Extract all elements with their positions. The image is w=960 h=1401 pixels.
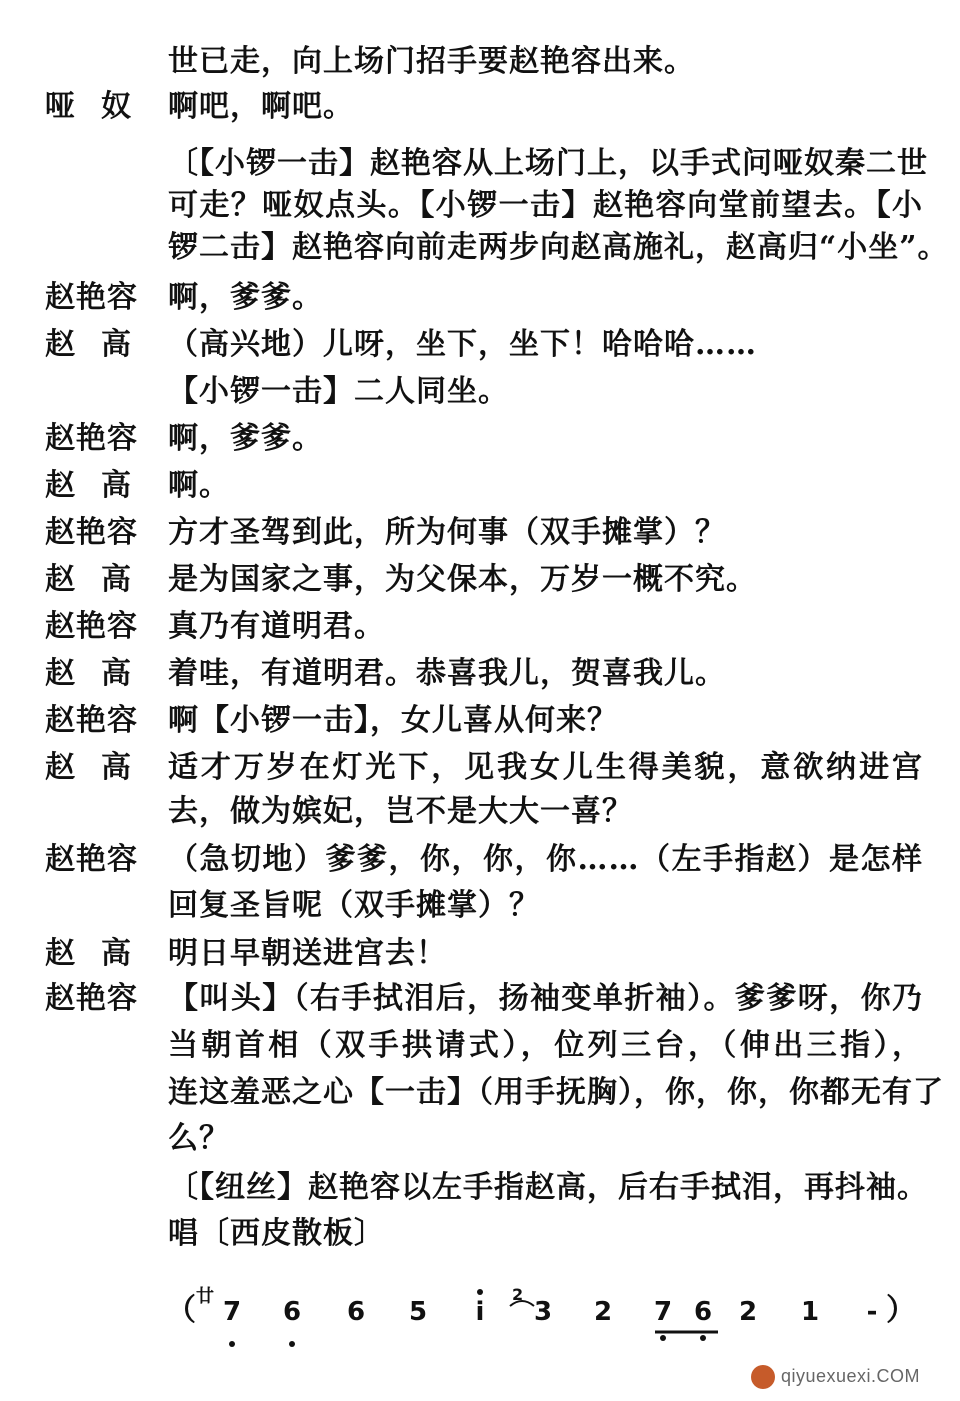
script-line — [0, 699, 960, 743]
line-text: 真乃有道明君。 — [168, 609, 385, 644]
line-text: 【小锣一击】二人同坐。 — [168, 374, 509, 409]
script-line — [0, 884, 960, 928]
speaker-name: 赵高 — [45, 562, 157, 597]
script-line — [0, 838, 960, 882]
jianpu-note: 1 — [800, 1297, 820, 1327]
jianpu-note: 2 — [738, 1297, 758, 1327]
jianpu-note: - — [866, 1297, 878, 1327]
octave-dot-low — [660, 1335, 666, 1341]
script-line — [0, 1071, 960, 1115]
script-line — [0, 40, 960, 84]
line-text: 唱〔西皮散板〕 — [168, 1216, 385, 1251]
script-line — [0, 417, 960, 461]
script-line — [0, 652, 960, 696]
speaker-name: 赵高 — [45, 656, 157, 691]
jianpu-note: 6 — [346, 1297, 366, 1327]
jianpu-notation — [0, 1284, 960, 1354]
stage-direction — [0, 226, 960, 270]
script-line — [0, 85, 960, 129]
jianpu-note: 7 — [653, 1297, 673, 1327]
line-text: 啊吧，啊吧。 — [168, 89, 354, 124]
line-text: 适才万岁在灯光下，见我女儿生得美貌，意欲纳进宫 — [168, 750, 923, 785]
speaker-name: 赵高 — [45, 468, 157, 503]
line-text: （急切地）爹爹，你，你，你……（左手指赵）是怎样 — [168, 842, 923, 877]
line-text: 〔【纽丝】赵艳容以左手指赵高，后右手拭泪，再抖袖。 — [168, 1170, 928, 1205]
line-text: 啊【小锣一击】，女儿喜从何来？ — [168, 703, 618, 738]
octave-dot-low — [229, 1341, 235, 1347]
speaker-name: 赵艳容 — [45, 515, 138, 550]
script-line — [0, 977, 960, 1021]
speaker-name: 赵高 — [45, 327, 157, 362]
line-text: 啊。 — [168, 468, 230, 503]
jianpu-svg — [0, 1284, 960, 1354]
line-text: 方才圣驾到此，所为何事（双手摊掌）？ — [168, 515, 726, 550]
speaker-name: 哑奴 — [45, 89, 157, 124]
line-text: 么？ — [168, 1121, 230, 1156]
script-line — [0, 511, 960, 555]
line-text: （高兴地）儿呀，坐下，坐下！哈哈哈…… — [168, 327, 757, 362]
line-text: 世已走，向上场门招手要赵艳容出来。 — [168, 44, 695, 79]
script-line — [0, 558, 960, 602]
script-line — [0, 1024, 960, 1068]
stage-direction — [0, 370, 960, 414]
script-line — [0, 932, 960, 976]
script-line — [0, 1117, 960, 1161]
script-line — [0, 605, 960, 649]
jianpu-note: 7 — [222, 1297, 242, 1327]
speaker-name: 赵艳容 — [45, 981, 138, 1016]
octave-dot-low — [289, 1341, 295, 1347]
speaker-name: 赵艳容 — [45, 842, 138, 877]
watermark-text: qiyuexuexi.COM — [780, 1366, 920, 1386]
line-text: 锣二击】赵艳容向前走两步向赵高施礼，赵高归“小坐”。 — [168, 230, 949, 265]
jianpu-note: 2 — [593, 1297, 613, 1327]
speaker-name: 赵高 — [45, 936, 157, 971]
line-text: 连这羞恶之心【一击】（用手抚胸），你，你，你都无有了 — [168, 1075, 944, 1110]
line-text: 啊，爹爹。 — [168, 421, 323, 456]
jianpu-note: 6 — [693, 1297, 713, 1327]
speaker-name: 赵艳容 — [45, 609, 138, 644]
octave-dot-low — [700, 1335, 706, 1341]
line-text: 啊，爹爹。 — [168, 280, 323, 315]
line-text: 回复圣旨呢（双手摊掌）？ — [168, 888, 540, 923]
tempo-mark: 廿 — [196, 1286, 214, 1307]
stage-direction — [0, 1166, 960, 1210]
speaker-name: 赵高 — [45, 750, 157, 785]
line-text: 可走？哑奴点头。【小锣一击】赵艳容向堂前望去。【小 — [168, 188, 923, 223]
speaker-name: 赵艳容 — [45, 280, 138, 315]
open-paren: （ — [166, 1293, 196, 1328]
line-text: 【叫头】（右手拭泪后，扬袖变单折袖）。爹爹呀，你乃 — [168, 981, 923, 1016]
stage-direction — [0, 184, 960, 228]
script-line — [0, 790, 960, 834]
octave-dot-high — [477, 1289, 483, 1295]
grace-note: 2 — [512, 1285, 524, 1304]
line-text: 当朝首相（双手拱请式），位列三台，（伸出三指）， — [168, 1028, 923, 1063]
jianpu-note: 6 — [282, 1297, 302, 1327]
line-text: 着哇，有道明君。恭喜我儿，贺喜我儿。 — [168, 656, 726, 691]
script-line — [0, 276, 960, 320]
line-text: 是为国家之事，为父保本，万岁一概不究。 — [168, 562, 757, 597]
script-line — [0, 323, 960, 367]
jianpu-note: i — [475, 1297, 485, 1327]
jianpu-note: 3 — [533, 1297, 553, 1327]
line-text: 明日早朝送进宫去！ — [168, 936, 447, 971]
script-line — [0, 464, 960, 508]
line-text: 〔【小锣一击】赵艳容从上场门上，以手式问哑奴秦二世 — [168, 146, 928, 181]
aria-heading — [0, 1212, 960, 1256]
site-logo-icon — [751, 1365, 775, 1389]
jianpu-note: 5 — [408, 1297, 428, 1327]
line-text: 去，做为嫔妃，岂不是大大一喜？ — [168, 794, 633, 829]
close-paren: ） — [886, 1293, 916, 1328]
speaker-name: 赵艳容 — [45, 421, 138, 456]
script-line — [0, 746, 960, 790]
stage-direction — [0, 142, 960, 186]
watermark — [720, 1360, 920, 1392]
speaker-name: 赵艳容 — [45, 703, 138, 738]
